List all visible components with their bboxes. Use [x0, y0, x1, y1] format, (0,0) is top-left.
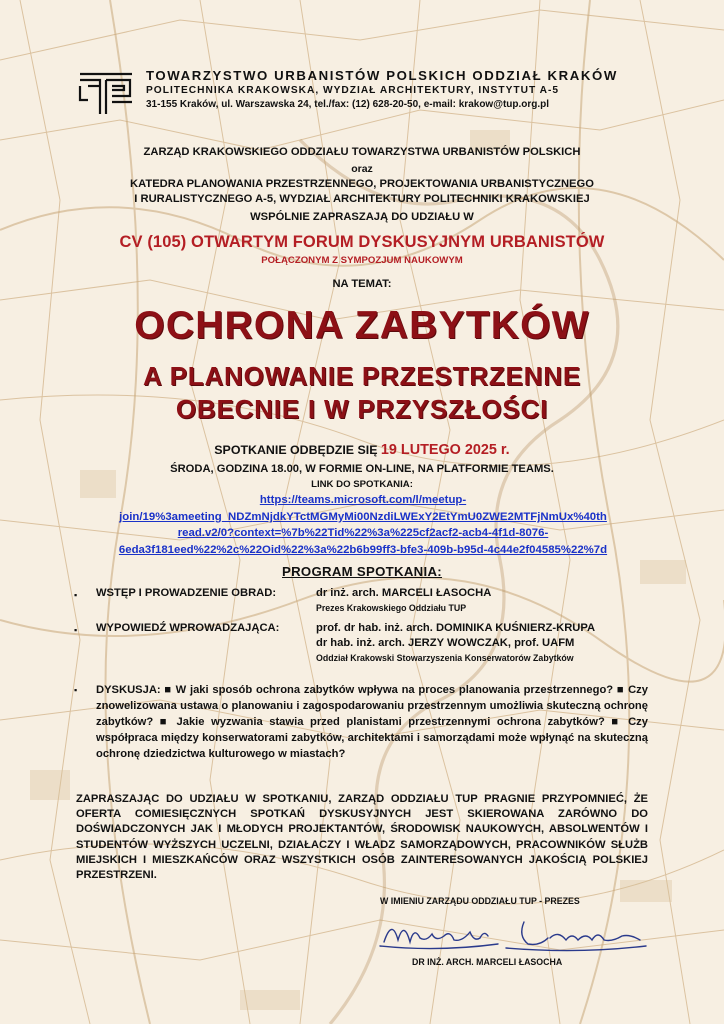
program-title: PROGRAM SPOTKANIA:: [282, 564, 442, 579]
meeting-date-prefix: SPOTKANIE ODBĘDZIE SIĘ: [214, 443, 381, 457]
intro-line-1: ZARZĄD KRAKOWSKIEGO ODDZIAŁU TOWARZYSTWA URBANISTÓW POLSKICH: [143, 146, 581, 158]
program-item-1-role: Prezes Krakowskiego Oddziału TUP: [316, 603, 467, 613]
intro-line-4: I RURALISTYCZNEGO A-5, WYDZIAŁ ARCHITEKTURY POLITECHNIKI KRAKOWSKIEJ: [134, 193, 590, 205]
teams-link-line-2[interactable]: join/19%3ameeting_NDZmNjdkYTctMGMyMi00NzdiLWExY2EtYmU0ZWE2MTFjNmUx%40th: [119, 510, 607, 523]
program-item-1-label: WSTĘP I PROWADZENIE OBRAD:: [96, 587, 277, 599]
bullet-3: ▪: [74, 685, 78, 695]
tup-logo-icon: [76, 70, 136, 116]
topic-title-line-2: A PLANOWANIE PRZESTRZENNE: [143, 361, 581, 391]
teams-meeting-link[interactable]: [68, 492, 658, 558]
organization-name: TOWARZYSTWO URBANISTÓW POLSKICH ODDZIAŁ KRAKÓW: [146, 68, 618, 83]
teams-link-line-4[interactable]: 6eda3f181eed%22%2c%22Oid%22%3a%22b6b99ff3-bfe3-409b-b95d-4c44e2f04585%22%7d: [118, 543, 608, 556]
signature-header: W IMIENIU ZARZĄDU ODDZIAŁU TUP - PREZES: [380, 896, 580, 906]
intro-line-5: WSPÓLNIE ZAPRASZAJĄ DO UDZIAŁU W: [250, 211, 474, 223]
signatory-name: DR INŻ. ARCH. MARCELI ŁASOCHA: [412, 957, 563, 967]
organization-address: 31-155 Kraków, ul. Warszawska 24, tel./fax: (12) 628-20-50, e-mail: krakow@tup.org.pl: [146, 99, 550, 110]
meeting-date-line: [0, 442, 724, 458]
intro-line-2: oraz: [351, 163, 373, 175]
closing-statement: ZAPRASZAJĄC DO UDZIAŁU W SPOTKANIU, ZARZĄD ODDZIAŁU TUP PRAGNIE PRZYPOMNIEĆ, ŻE OFERTA COMIESIĘCZNYCH SPOTKAŃ DYSKUSYJNYCH JEST SKIEROWANA ZARÓWNO DO DOŚWIADCZONYCH JAK I MŁODYCH PROJEKTANTÓW, ŚRODOWISK NAUKOWYCH, ABSOLWENTÓW I STUDENTÓW WYŻSZYCH UCZELNI, DZIAŁACZY I WŁADZ SAMORZĄDOWYCH, PRACOWNIKÓW SŁUŻB MIEJSKICH I MIESZKAŃCÓW ORAZ WSZYSTKICH OSÓB ZAINTERESOWANYCH JAKOŚCIĄ POLSKIEJ PRZESTRZENI.: [76, 793, 648, 882]
program-item-2-name-2: dr hab. inż. arch. JERZY WOWCZAK, prof. UAFM: [316, 637, 575, 649]
program-item-2-role: Oddział Krakowski Stowarzyszenia Konserwatorów Zabytków: [316, 653, 574, 663]
teams-link-line-3[interactable]: read.v2/0?context=%7b%22Tid%22%3a%225cf2acf2-acb4-4f1d-8076-: [177, 527, 549, 540]
topic-label: NA TEMAT:: [332, 278, 392, 290]
forum-title: CV (105) OTWARTYM FORUM DYSKUSYJNYM URBANISTÓW: [119, 233, 605, 251]
forum-subtitle: POŁĄCZONYM Z SYMPOZJUM NAUKOWYM: [261, 255, 463, 266]
program-item-2-label: WYPOWIEDŹ WPROWADZAJĄCA:: [96, 622, 280, 634]
topic-title-line-3: OBECNIE I W PRZYSZŁOŚCI: [175, 394, 549, 424]
bullet-1: ▪: [74, 590, 78, 600]
program-item-1-name: dr inż. arch. MARCELI ŁASOCHA: [316, 587, 492, 599]
bullet-2: ▪: [74, 625, 78, 635]
teams-link-line-1[interactable]: https://teams.microsoft.com/l/meetup-: [259, 494, 467, 506]
organization-institution: POLITECHNIKA KRAKOWSKA, WYDZIAŁ ARCHITEKTURY, INSTYTUT A-5: [146, 85, 560, 96]
handwritten-signature: [378, 912, 648, 954]
program-item-2-name-1: prof. dr hab. inż. arch. DOMINIKA KUŚNIERZ-KRUPA: [316, 622, 596, 634]
meeting-link-label: LINK DO SPOTKANIA:: [311, 479, 413, 490]
meeting-details: ŚRODA, GODZINA 18.00, W FORMIE ON-LINE, NA PLATFORMIE TEAMS.: [170, 463, 554, 475]
topic-title-line-1: OCHRONA ZABYTKÓW: [134, 304, 590, 347]
intro-line-3: KATEDRA PLANOWANIA PRZESTRZENNEGO, PROJEKTOWANIA URBANISTYCZNEGO: [130, 178, 594, 190]
meeting-date: 19 LUTEGO 2025 r.: [380, 442, 510, 458]
discussion-questions: DYSKUSJA: ■ W jaki sposób ochrona zabytków wpływa na proces planowania przestrzennego? ■ Czy znowelizowana ustawa o planowaniu i zagospodarowaniu przestrzennym umożliwia skuteczną ochronę zabytków? ■ Jakie wyzwania stawia przed planistami przestrzennymi ochrona zabytków? ■ Czy współpraca między konserwatorami zabytków, architektami i samorządami może wpłynąć na skuteczną ochronę dziedzictwa kulturowego w miastach?: [96, 684, 648, 760]
